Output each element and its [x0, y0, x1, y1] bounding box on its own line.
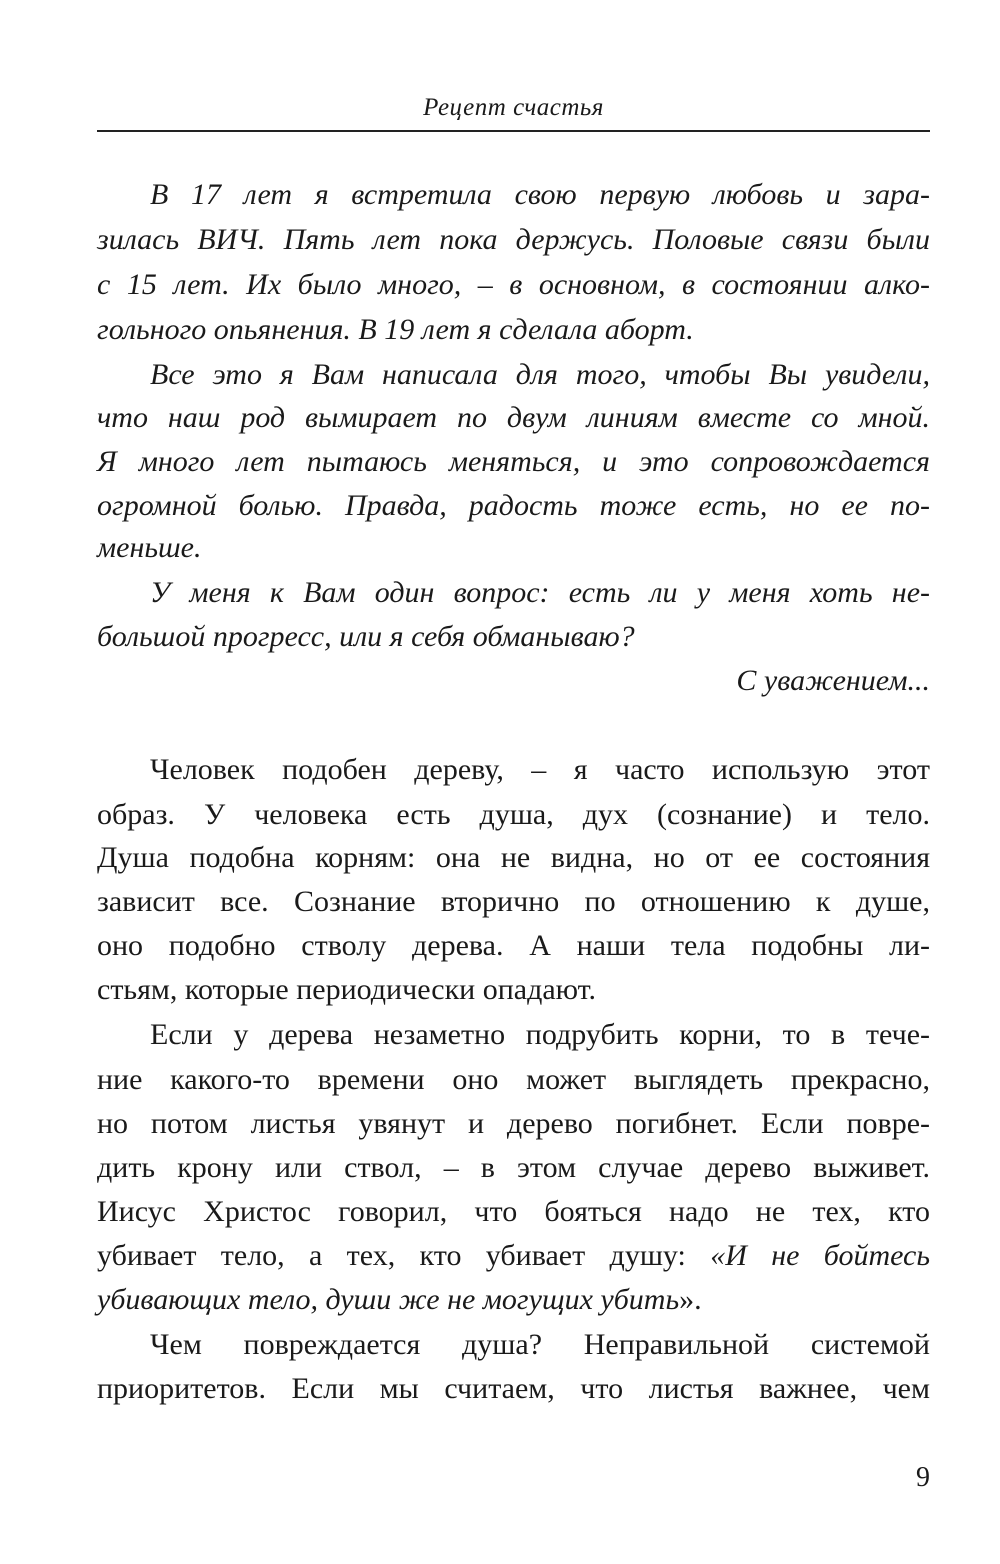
letter-line [97, 310, 930, 350]
line-text: но потом листья увянут и дерево погибнет. Если повре- [97, 1107, 930, 1140]
letter-line [97, 528, 930, 568]
line-text: Человек подобен дереву, – я часто использую этот [150, 753, 930, 786]
quote-close: ». [679, 1283, 702, 1316]
letter-line [97, 617, 930, 657]
line-text: гольного опьянения. В 19 лет я сделала аборт. [97, 313, 694, 346]
page-number: 9 [916, 1462, 930, 1493]
body-line [97, 1236, 930, 1276]
body-line [97, 1148, 930, 1188]
line-text: Все это я Вам написала для того, чтобы Вы увидели, [150, 358, 930, 391]
letter-line [97, 220, 930, 260]
line-text: убивает тело, а тех, кто убивает душу: [97, 1239, 711, 1272]
line-text: Я много лет пытаюсь меняться, и это сопровождается [97, 445, 930, 478]
body-line [150, 1015, 930, 1055]
quote-text: убивающих тело, души же не могущих убить [97, 1283, 680, 1316]
line-text: приоритетов. Если мы считаем, что листья важнее, чем [97, 1372, 930, 1405]
body-line [97, 838, 930, 878]
quote-text: «И не бойтесь [710, 1239, 930, 1272]
letter-line [97, 486, 930, 526]
line-text: что наш род вымирает по двум линиям вместе со мной. [97, 401, 930, 434]
line-text: с 15 лет. Их было много, – в основном, в состоянии алко- [97, 268, 930, 301]
line-text: меньше. [97, 531, 202, 564]
letter-line [97, 265, 930, 305]
line-text: большой прогресс, или я себя обманываю? [97, 620, 635, 653]
line-text: В 17 лет я встретила свою первую любовь и зара- [150, 178, 930, 211]
line-text: образ. У человека есть душа, дух (сознание) и тело. [97, 798, 930, 831]
letter-line [97, 442, 930, 482]
letter-line [97, 661, 930, 701]
letter-line [150, 573, 930, 613]
line-text: У меня к Вам один вопрос: есть ли у меня хоть не- [150, 576, 930, 609]
letter-line [150, 175, 930, 215]
body-line [97, 970, 930, 1010]
letter-line [97, 398, 930, 438]
line-text: Иисус Христос говорил, что бояться надо не тех, кто [97, 1195, 930, 1228]
line-text: зилась ВИЧ. Пять лет пока держусь. Половые связи были [97, 223, 930, 256]
body-line [97, 1192, 930, 1232]
body-line [150, 750, 930, 790]
body-line [97, 1369, 930, 1409]
line-text: Душа подобна корням: она не видна, но от ее состояния [97, 841, 930, 874]
line-text: зависит все. Сознание вторично по отношению к душе, [97, 885, 930, 918]
body-line [97, 795, 930, 835]
body-line [97, 1060, 930, 1100]
header-rule [97, 130, 930, 132]
body-line [150, 1325, 930, 1365]
body-line [97, 1280, 930, 1320]
body-line [97, 1104, 930, 1144]
line-text: Чем повреждается душа? Неправильной системой [150, 1328, 930, 1361]
running-header: Рецепт счастья [423, 94, 604, 121]
line-text: огромной болью. Правда, радость тоже есть, но ее по- [97, 489, 930, 522]
line-text: С уважением... [736, 664, 930, 697]
line-text: стьям, которые периодически опадают. [97, 973, 597, 1006]
line-text: ние какого-то времени оно может выглядеть прекрасно, [97, 1063, 930, 1096]
line-text: Если у дерева незаметно подрубить корни, то в тече- [150, 1018, 930, 1051]
body-line [97, 926, 930, 966]
body-line [97, 882, 930, 922]
letter-line [150, 355, 930, 395]
line-text: оно подобно стволу дерева. А наши тела подобны ли- [97, 929, 930, 962]
line-text: дить крону или ствол, – в этом случае дерево выживет. [97, 1151, 930, 1184]
